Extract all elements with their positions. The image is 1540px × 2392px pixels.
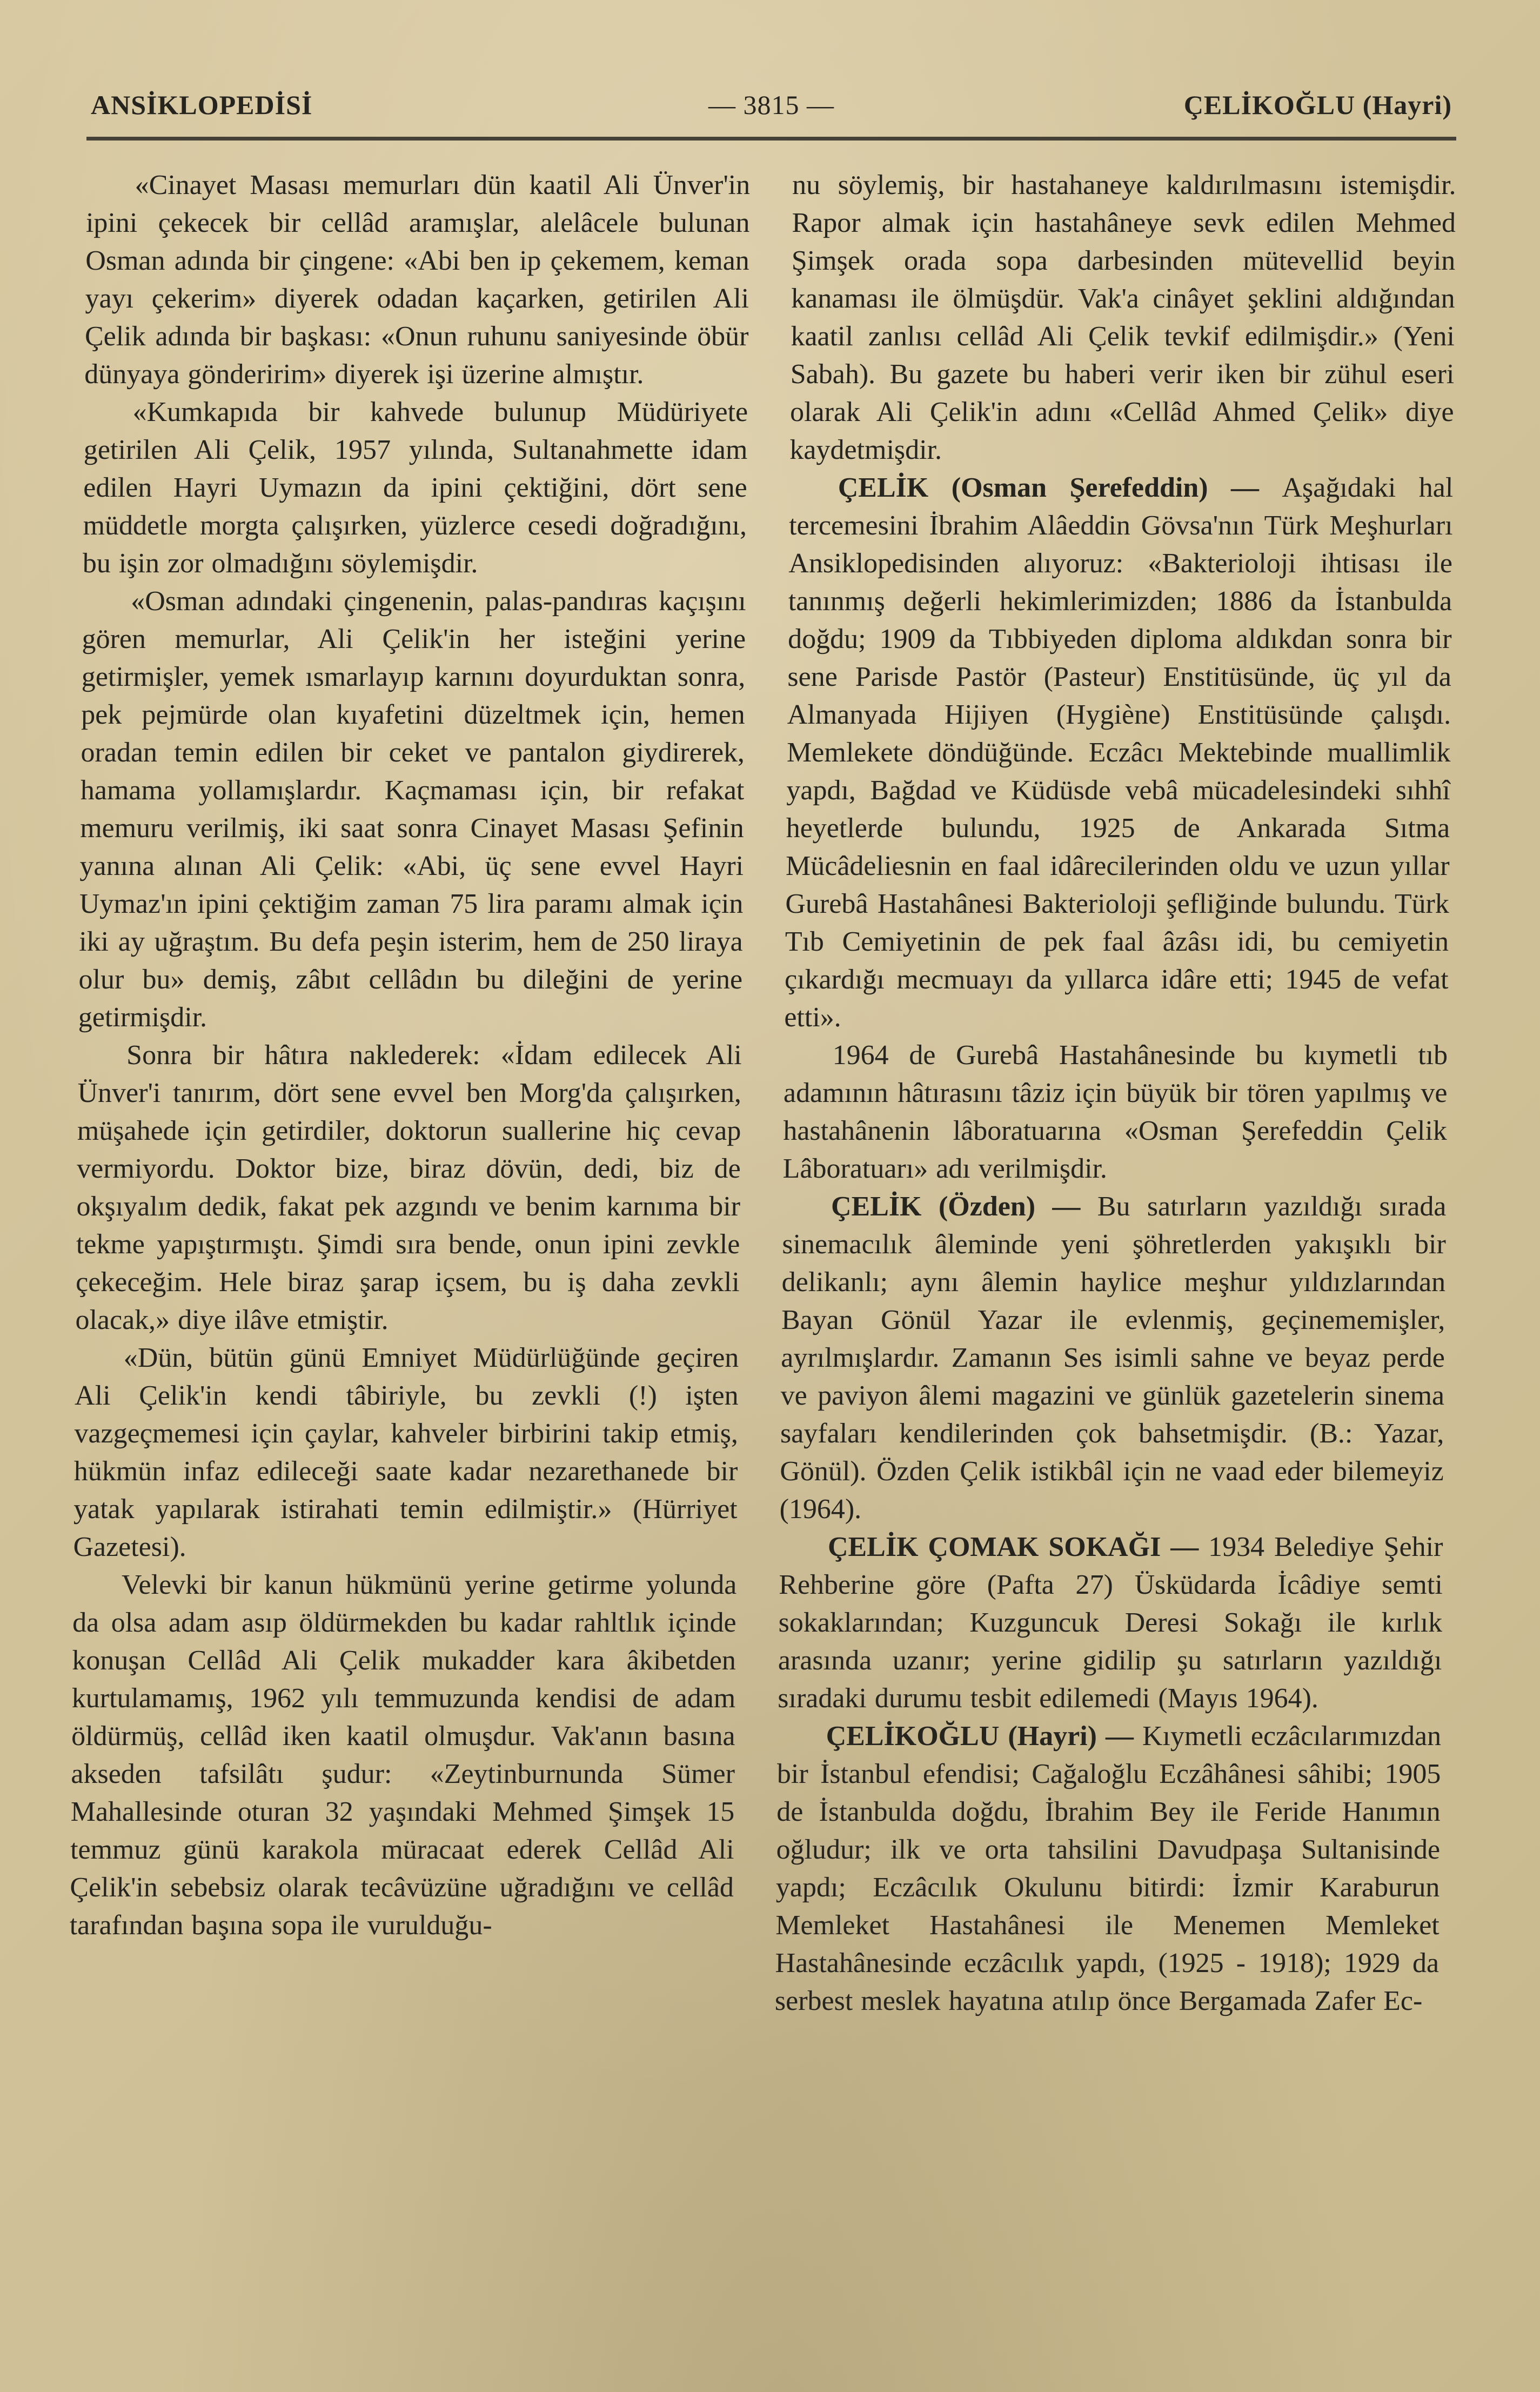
paragraph — [75, 1037, 742, 1339]
paragraph-text: nu söylemiş, bir hastahaneye kaldırılmasını istemişdir. Rapor almak için hastahâneye sevk edilen Mehmed Şimşek orada sopa darbesinden mütevellid beyin kanaması ile ölmüşdür. Vak'a cinâyet şeklini aldığından kaatil zanlısı cellâd Ali Çelik tevkif edilmişdir.» (Yeni Sabah). Bu gazete bu haberi verir iken bir zühul eseri olarak Ali Çelik'in adını «Cellâd Ahmed Çelik» diye kaydetmişdir. — [789, 170, 1456, 465]
journal-title: ANSİKLOPEDİSİ — [91, 90, 313, 120]
paragraph-text: «Kumkapıda bir kahvede bulunup Müdüriyete getirilen Ali Çelik, 1957 yılında, Sultanahmette idam edilen Hayri Uymazın da ipini çektiğini, dört sene müddetle morgta çalışırken, yüzlerce cesedi doğradığını, bu işin zor olmadığını söylemişdir. — [82, 397, 748, 579]
entry-heading: ÇELİKOĞLU (Hayri) — — [826, 1721, 1143, 1752]
paragraph-text: Bu satırların yazıldığı sırada sinemacılık âleminde yeni şöhretlerden yakışıklı bir delikanlı; aynı âlemin haylice meşhur yıldızlarından Bayan Gönül Yazar ile evlenmiş, geçinememişler, ayrılmışlardır. Zamanın Ses isimli sahne ve beyaz perde ve paviyon âlemi magazini ve günlük gazetelerin sinema sayfaları kendilerinden çok bahsetmişdir. (B.: Yazar, Gönül). Özden Çelik istikbâl için ne vaad eder bilemeyiz (1964). — [779, 1191, 1447, 1525]
page-header — [86, 89, 1456, 141]
left-column — [69, 166, 750, 2020]
paragraph — [775, 1718, 1442, 2020]
paragraph-text: Kıymetli eczâcılarımızdan bir İstanbul efendisi; Cağaloğlu Eczâhânesi sâhibi; 1905 de İstanbulda doğdu, İbrahim Bey ile Feride Hanımın oğludur; ilk ve orta tahsilini Davudpaşa Sultanisinde yapdı; Eczâcılık Okulunu bitirdi: İzmir Karaburun Memleket Hastahânesi ile Menemen Memleket Hastahânesinde eczâcılık yapdı, (1925 - 1918); 1929 da serbest meslek hayatına atılıp önce Bergamada Zafer Ec- — [774, 1721, 1442, 2016]
paragraph — [789, 166, 1456, 469]
paragraph-text: «Dün, bütün günü Emniyet Müdürlüğünde geçiren Ali Çelik'in kendi tâbiriyle, bu zevkli (!) işten vazgeçmemesi için çaylar, kahveler birbirini takip etmiş, hükmün infaz edileceği saate kadar nezarethanede bir yatak yapılarak istirahati temin edilmiştir.» (Hürriyet Gazetesi). — [73, 1342, 739, 1562]
running-head: ÇELİKOĞLU (Hayri) — [1183, 90, 1452, 120]
right-column — [775, 166, 1456, 2020]
paragraph — [84, 166, 751, 393]
page-number: — 3815 — — [708, 90, 834, 120]
paragraph — [778, 1528, 1443, 1718]
paragraph-text: Aşağıdaki hal tercemesini İbrahim Alâeddin Gövsa'nın Türk Meşhurları Ansiklopedisinden alıyoruz: «Bakterioloji ihtisası ile tanınmış değerli hekimlerimizden; 1886 da İstanbulda doğdu; 1909 da Tıbbiyeden diploma aldıkdan sonra bir sene Parisde Pastör (Pasteur) Enstitüsünde, üç yıl da Almanyada Hijiyen (Hygiène) Enstitüsünde çalışdı. Memlekete döndüğünde. Eczâcı Mektebinde muallimlik yapdı, Bağdad ve Küdüsde vebâ mücadelesindeki sıhhî heyetlerde bulundu, 1925 de Ankarada Sıtma Mücâdeliesnin en faal idârecilerinden oldu ve uzun yıllar Gurebâ Hastahânesi Bakterioloji şefliğinde bulundu. Türk Tıb Cemiyetinin de pek faal âzâsı idi, bu cemiyetin çıkardığı mecmuayı da yıllarca idâre etti; 1945 de vefat etti». — [784, 472, 1454, 1033]
paragraph-text: «Cinayet Masası memurları dün kaatil Ali Ünver'in ipini çekecek bir cellâd aramışlar, alelâcele bulunan Osman adında bir çingene: «Abi ben ip çekemem, keman yayı çekerim» diyerek odadan kaçarken, getirilen Ali Çelik adında bir başkası: «Onun ruhunu saniyesinde öbür dünyaya gönderirim» diyerek işi üzerine almıştır. — [84, 170, 751, 390]
paragraph-text: Sonra bir hâtıra naklederek: «İdam edilecek Ali Ünver'i tanırım, dört sene evvel ben Morg'da çalışırken, müşahede için getirdiler, doktorun suallerine hiç cevap vermiyordu. Doktor bize, biraz dövün, dedi, biz de okşıyalım dedik, fakat pek azgındı ve benim karnıma bir tekme yapıştırmıştı. Şimdi sıra bende, onun ipini zevkle çekeceğim. Hele biraz şarap içsem, bu iş daha zevkli olacak,» diye ilâve etmiştir. — [75, 1040, 742, 1335]
paragraph-text: «Osman adındaki çingenenin, palas-pandıras kaçışını gören memurlar, Ali Çelik'in her isteğini yerine getirmişler, yemek ısmarlayıp karnını doyurduktan sonra, pek pejmürde olan kıyafetini düzeltmek için, hemen oradan temin edilen bir ceket ve pantalon giydirerek, hamama yollamışlardır. Kaçmaması için, bir refakat memuru verilmiş, iki saat sonra Cinayet Masası Şefinin yanına alınan Ali Çelik: «Abi, üç sene evvel Hayri Uymaz'ın ipini çektiğim zaman 75 lira paramı almak için iki ay uğraştım. Bu defa peşin isterim, hem de 250 liraya olur bu» demiş, zâbıt cellâdın bu dileğini de yerine getirmişdir. — [78, 586, 747, 1033]
text-columns — [69, 166, 1456, 2020]
entry-heading: ÇELİK ÇOMAK SOKAĞI — — [827, 1532, 1209, 1562]
paragraph-text: Velevki bir kanun hükmünü yerine getirme yolunda da olsa adam asıp öldürmekden bu kadar rahltlık içinde konuşan Cellâd Ali Çelik mukadder kara âkibetden kurtulamamış, 1962 yılı temmuzunda kendisi de adam öldürmüş, cellâd iken kaatil olmuşdur. Vak'anın basına akseden tafsilâtı şudur: «Zeytinburnunda Sümer Mahallesinde oturan 32 yaşındaki Mehmed Şimşek 15 temmuz günü karakola müracaat ederek Cellâd Ali Çelik'in sebebsiz olarak tecâvüzüne uğradığını ve cellâd tarafından başına sopa ile vurulduğu- — [69, 1569, 737, 1941]
paragraph — [779, 1188, 1447, 1528]
entry-heading: ÇELİK (Özden) — — [831, 1191, 1098, 1222]
paragraph — [78, 583, 747, 1037]
paragraph — [69, 1566, 736, 1945]
paragraph — [782, 1037, 1448, 1188]
entry-heading: ÇELİK (Osman Şerefeddin) — — [838, 472, 1282, 503]
paragraph — [784, 469, 1454, 1037]
paragraph — [73, 1339, 739, 1566]
paragraph-text: 1964 de Gurebâ Hastahânesinde bu kıymetli tıb adamının hâtırasını tâziz için büyük bir tören yapılmış ve hastahânenin lâboratuarına «Osman Şerefeddin Çelik Lâboratuarı» adı verilmişdir. — [782, 1040, 1448, 1184]
paragraph — [83, 393, 748, 583]
paragraph-text: 1934 Belediye Şehir Rehberine göre (Pafta 27) Üsküdarda İcâdiye semti sokaklarından; Kuzguncuk Deresi Sokağı ile kırlık arasında uzanır; yerine gidilip şu satırların yazıldığı sıradaki durumu tesbit edilemedi (Mayıs 1964). — [778, 1532, 1443, 1714]
